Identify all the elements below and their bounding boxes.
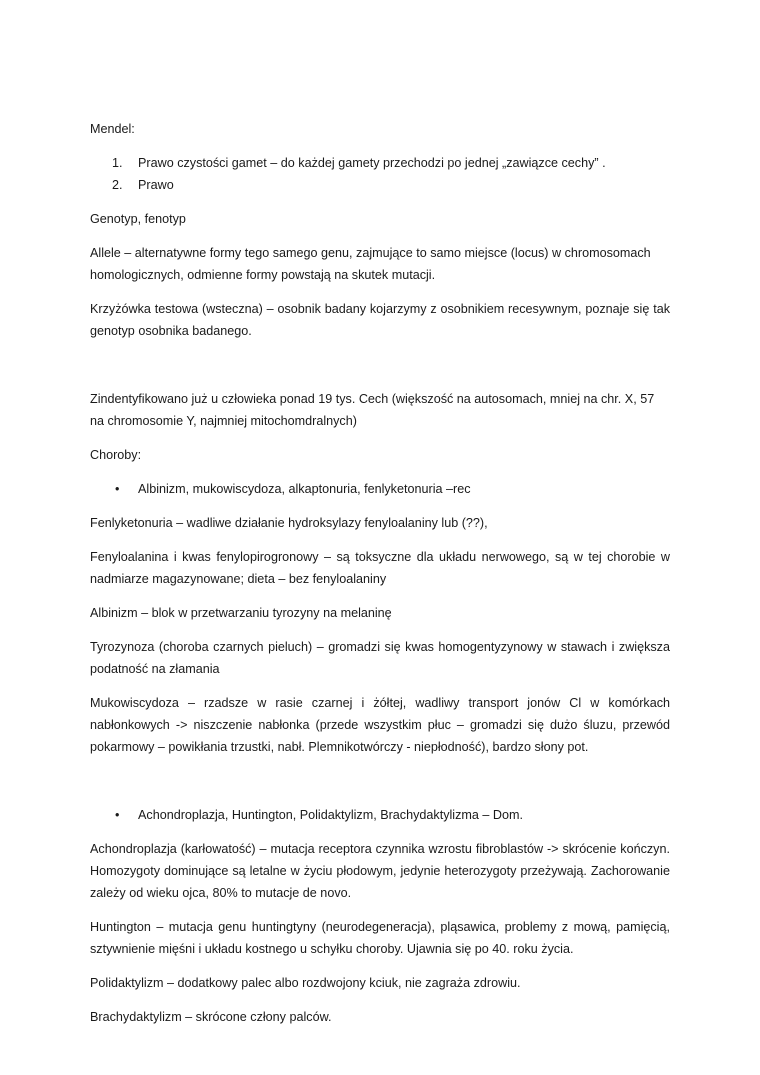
list-number: 1.	[112, 156, 123, 170]
bullet-item-dominant	[90, 804, 670, 826]
bullet-text: Albinizm, mukowiscydoza, alkaptonuria, fenlyketonuria –rec	[138, 482, 471, 496]
document-page	[90, 118, 670, 1040]
zindentyfikowano-paragraph: Zindentyfikowano już u człowieka ponad 19 tys. Cech (większość na autosomach, mniej na chr. X, 57 na chromosomie Y, najmniej mitochomdralnych)	[90, 392, 655, 428]
polidaktylizm-paragraph: Polidaktylizm – dodatkowy palec albo rozdwojony kciuk, nie zagraża zdrowiu.	[90, 976, 521, 990]
krzyzowka-paragraph: Krzyżówka testowa (wsteczna) – osobnik badany kojarzymy z osobnikiem recesywnym, poznaje się tak genotyp osobnika badanego.	[90, 302, 670, 338]
list-number: 2.	[112, 178, 123, 192]
bullet-icon: •	[115, 482, 120, 496]
mukowiscydoza-paragraph: Mukowiscydoza – rzadsze w rasie czarnej i żółtej, wadliwy transport jonów Cl w komórkach nabłonkowych -> niszczenie nabłonka (przede wszystkim płuc – gromadzi się dużo śluzu, przewód pokarmowy – powikłania trzustki, nabł. Plemnikotwórczy - niepłodność), bardzo słony pot.	[90, 696, 670, 754]
list-item-text: Prawo czystości gamet – do każdej gamety przechodzi po jednej „zawiązce cechy” .	[138, 156, 606, 170]
huntington-paragraph: Huntington – mutacja genu huntingtyny (neurodegeneracja), pląsawica, problemy z mową, pamięcią, sztywnienie mięśni i układu kostnego u schyłku choroby. Ujawnia się po 40. roku życia.	[90, 920, 670, 956]
choroby-heading: Choroby:	[90, 448, 142, 462]
bullet-text: Achondroplazja, Huntington, Polidaktylizm, Brachydaktylizma – Dom.	[138, 808, 523, 822]
spacer	[90, 770, 670, 804]
mendel-list	[90, 152, 670, 196]
fenyloalanina-paragraph: Fenyloalanina i kwas fenylopirogronowy – są toksyczne dla układu nerwowego, są w tej chorobie w nadmiarze magazynowane; dieta – bez fenyloalaniny	[90, 550, 670, 586]
mendel-heading: Mendel:	[90, 122, 135, 136]
spacer	[90, 354, 670, 388]
list-item-text: Prawo	[138, 178, 174, 192]
list-item	[90, 152, 670, 174]
bullet-icon: •	[115, 808, 120, 822]
allele-paragraph: Allele – alternatywne formy tego samego genu, zajmujące to samo miejsce (locus) w chromosomach homologicznych, odmienne formy powstają na skutek mutacji.	[90, 246, 651, 282]
bullet-item-recessive	[90, 478, 670, 500]
brachydaktylizm-paragraph: Brachydaktylizm – skrócone człony palców.	[90, 1010, 332, 1024]
list-item	[90, 174, 670, 196]
achondroplazja-paragraph: Achondroplazja (karłowatość) – mutacja receptora czynnika wzrostu fibroblastów -> skrócenie kończyn. Homozygoty dominujące są letalne w życiu płodowym, jedynie heterozygoty przeżywają. Zachorowanie zależy od wieku ojca, 80% to mutacje de novo.	[90, 842, 670, 900]
albinizm-paragraph: Albinizm – blok w przetwarzaniu tyrozyny na melaninę	[90, 606, 392, 620]
genotyp-paragraph: Genotyp, fenotyp	[90, 212, 186, 226]
fenylketonuria-paragraph: Fenlyketonuria – wadliwe działanie hydroksylazy fenyloalaniny lub (??),	[90, 516, 488, 530]
tyrozynoza-paragraph: Tyrozynoza (choroba czarnych pieluch) – gromadzi się kwas homogentyzynowy w stawach i zwiększa podatność na złamania	[90, 640, 670, 676]
